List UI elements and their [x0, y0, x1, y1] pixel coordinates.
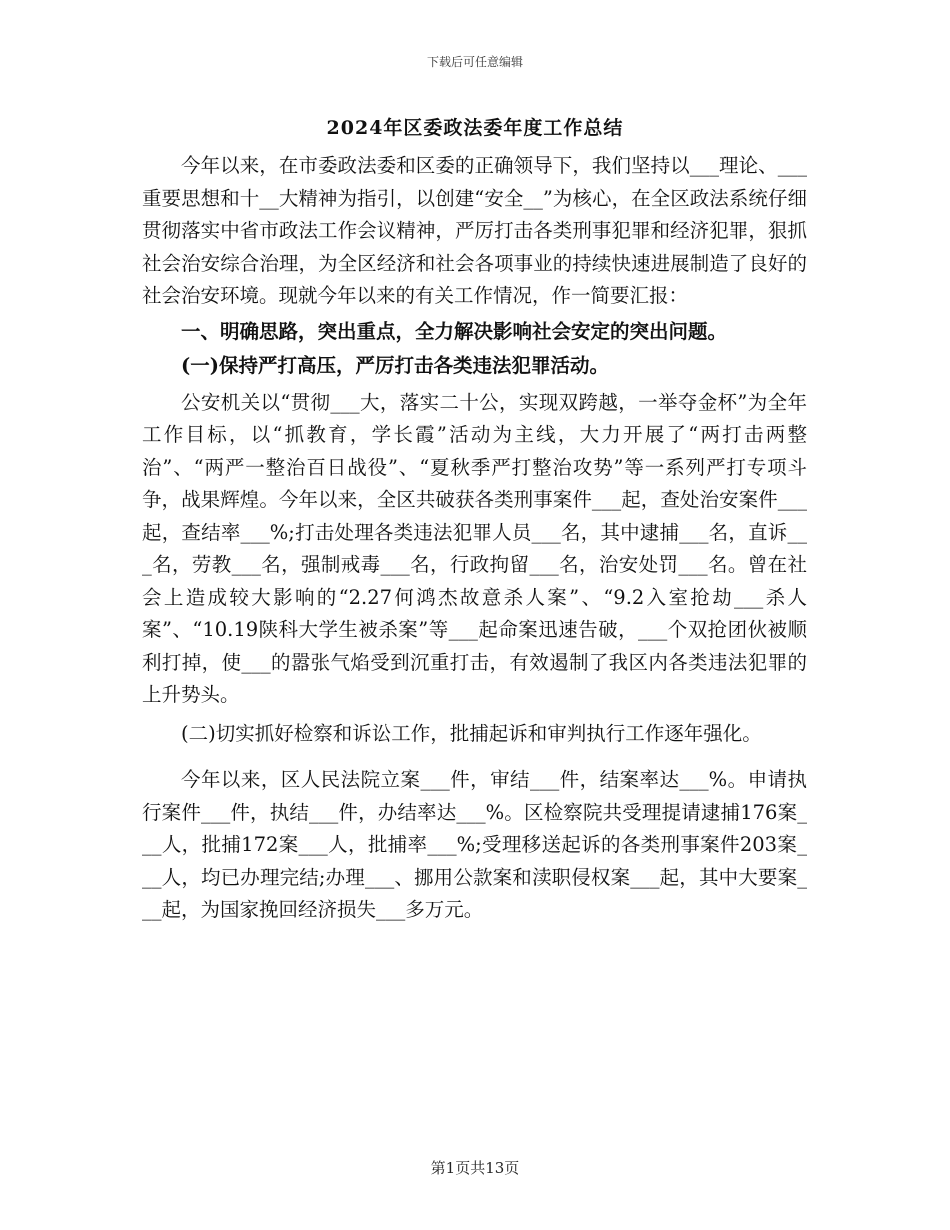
page-number: 第1页共13页	[430, 1159, 520, 1177]
subsection-heading-1: (一)保持严打高压，严厉打击各类违法犯罪活动。	[181, 354, 609, 377]
police-work-paragraph: 公安机关以“贯彻___大，落实二十公，实现双跨越，一举夺金杯”为全年工作目标，以“抓教育，学长霞”活动为主线，大力开展了“两打击两整治”、“两严一整治百日战役”、“夏秋季严打整治攻势”等一系列严打专项斗争，战果辉煌。今年以来，全区共破获各类刑事案件___起，查处治安案件___起，查结率___%;打击处理各类违法犯罪人员___名，其中逮捕___名，直诉___名，劳教___名，强制戒毒___名，行政拘留___名，治安处罚___名。曾在社会上造成较大影响的“2.27何鸿杰故意杀人案”、“9.2入室抢劫___杀人案”、“10.19陕科大学生被杀案”等___起命案迅速告破，___个双抢团伙被顺利打掉，使___的嚣张气焰受到沉重打击，有效遏制了我区内各类违法犯罪的上升势头。	[142, 390, 807, 706]
document-title: 2024年区委政法委年度工作总结	[326, 117, 624, 139]
subsection-heading-2: (二)切实抓好检察和诉讼工作，批捕起诉和审判执行工作逐年强化。	[181, 721, 762, 745]
document-body	[142, 150, 807, 927]
header-note: 下载后可任意编辑	[426, 55, 523, 69]
intro-paragraph: 今年以来，在市委政法委和区委的正确领导下，我们坚持以___理论、___重要思想和十__大精神为指引，以创建“安全__”为核心，在全区政法系统仔细贯彻落实中省市政法工作会议精神，严厉打击各类刑事犯罪和经济犯罪，狠抓社会治安综合治理，为全区经济和社会各项事业的持续快速进展制造了良好的社会治安环境。现就今年以来的有关工作情况，作一简要汇报：	[142, 154, 807, 307]
section-heading-1: 一、明确思路，突出重点，全力解决影响社会安定的突出问题。	[181, 319, 728, 343]
court-work-paragraph: 今年以来，区人民法院立案___件，审结___件，结案率达___%。申请执行案件___件，执结___件，办结率达___%。区检察院共受理提请逮捕176案___人，批捕172案___人，批捕率___%;受理移送起诉的各类刑事案件203案___人，均已办理完结;办理___、挪用公款案和渎职侵权案___起，其中大要案___起，为国家挽回经济损失___多万元。	[142, 768, 807, 921]
